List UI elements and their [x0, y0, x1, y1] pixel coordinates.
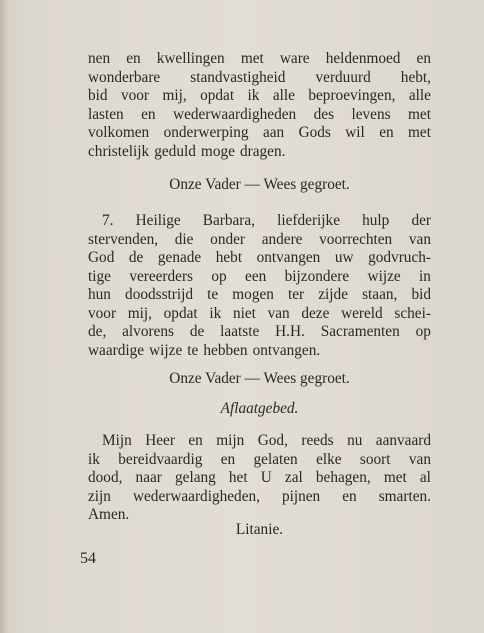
text-line: Amen.	[88, 506, 130, 523]
text-line: de, alvorens de laatste H.H. Sacramenten op	[88, 323, 431, 340]
text-line: hun doodsstrijd te mogen ter zijde staan, bid	[88, 286, 431, 303]
text-line: dood, naar gelang het U zal behagen, met al	[88, 469, 431, 486]
text-line: christelijk geduld moge dragen.	[88, 142, 286, 160]
section-heading: Aflaatgebed.	[220, 400, 299, 417]
text-line: God de genade hebt ontvangen uw godvruch-	[88, 249, 431, 266]
text-line: Mijn Heer en mijn God, reeds nu aanvaard	[102, 432, 431, 449]
text-line: lasten en wederwaardigheden des levens met	[88, 105, 431, 123]
text-line: voor mij, opdat ik niet van deze wereld schei-	[88, 304, 431, 322]
paragraph-1	[88, 50, 431, 161]
litany-heading: Litanie.	[235, 521, 284, 538]
text-line: tige vereerders op een bijzondere wijze in	[88, 267, 431, 285]
paragraph-2	[88, 212, 431, 360]
prayer-line-2: Onze Vader — Wees gegroet.	[169, 370, 350, 387]
page-number: 54	[80, 550, 96, 567]
paragraph-3	[88, 432, 431, 525]
text-line: bid voor mij, opdat ik alle beproevingen, alle	[88, 87, 431, 104]
text-line: ik bereidvaardig en gelaten elke soort van	[88, 450, 431, 468]
text-line: wonderbare standvastigheid verduurd hebt,	[88, 68, 431, 86]
prayer-line-1: Onze Vader — Wees gegroet.	[169, 176, 350, 193]
text-line: stervenden, die onder andere voorrechten van	[88, 230, 431, 248]
text-line: 7. Heilige Barbara, liefderijke hulp der	[102, 212, 431, 229]
text-line: zijn wederwaardigheden, pijnen en smarten.	[88, 487, 431, 505]
text-line: waardige wijze te hebben ontvangen.	[88, 341, 321, 359]
text-line: volkomen onderwerping aan Gods wil en met	[88, 124, 431, 141]
page-gutter-shadow	[0, 0, 8, 633]
text-line: nen en kwellingen met ware heldenmoed en	[88, 50, 431, 67]
